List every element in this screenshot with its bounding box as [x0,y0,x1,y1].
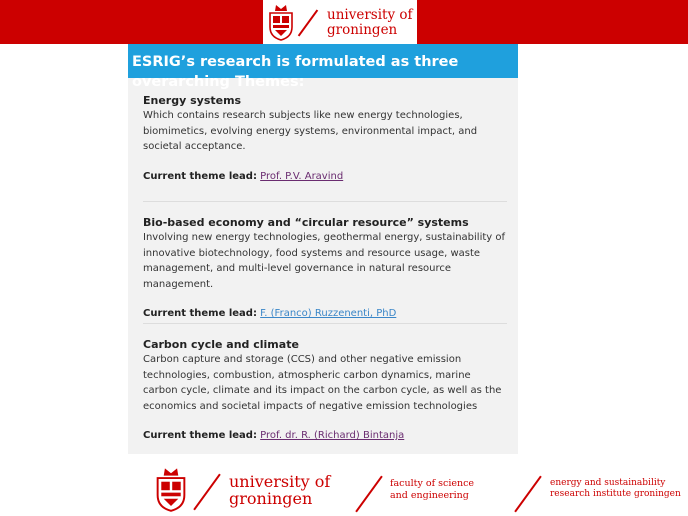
theme-divider [143,323,507,324]
crest-icon [267,3,295,41]
footer-university-logo [229,474,330,507]
footer-institute-logo [550,479,681,499]
theme-description: Involving new energy technologies, geothermal energy, sustainability of innovative biotechnology, food systems and resource usage, waste management, and multi-level governance in natural resource management. [143,232,506,290]
theme-title: Energy systems [143,94,242,107]
theme-lead-link[interactable]: F. (Franco) Ruzzenenti, PhD [260,308,397,319]
header-logo-line2: groningen [327,21,398,38]
theme-lead [143,169,507,184]
theme-description: Which contains research subjects like new energy technologies, biomimetics, evolving energy systems, environmental impact, and societal acceptance. [143,110,478,152]
banner-title: ESRIG’s research is formulated as three overarching Themes: [132,54,459,90]
footer-crest-icon [154,465,188,513]
footer-faculty-line1: faculty of science [390,478,475,489]
footer-logo-line2: groningen [229,489,313,508]
footer-slash-icon [193,474,220,511]
theme-lead-link[interactable]: Prof. dr. R. (Richard) Bintanja [260,430,405,441]
theme-energy-systems [143,93,507,184]
themes-banner [128,44,518,90]
theme-lead-label: Current theme lead: [143,170,257,182]
theme-lead [143,428,507,443]
header-logo-text [327,9,413,37]
theme-bio-based-economy [143,215,507,321]
footer-institute-line2: research institute groningen [550,489,681,499]
theme-divider [143,201,507,202]
theme-description: Carbon capture and storage (CCS) and other negative emission technologies, combustion, atmospheric carbon dynamics, marine carbon cycle, climate and its impact on the carbon cycle, as well as the economics and societal impacts of negative emission technologies [143,354,502,412]
theme-lead-label: Current theme lead: [143,308,257,319]
theme-carbon-cycle [143,337,507,443]
footer-slash-icon-2 [355,476,382,513]
theme-lead-link[interactable]: Prof. P.V. Aravind [260,170,344,182]
theme-lead [143,306,507,321]
footer-institute-line1: energy and sustainability [550,478,666,488]
header-logo-line1: university of [327,7,413,23]
theme-title: Carbon cycle and climate [143,338,299,351]
logo-slash-icon [298,9,318,36]
footer-faculty-logo [390,479,474,500]
footer-faculty-line2: and engineering [390,489,469,501]
header-logo[interactable] [263,0,417,44]
footer-slash-icon-3 [514,476,541,513]
theme-title: Bio-based economy and “circular resource” systems [143,216,469,229]
footer-logo-line1: university of [229,472,331,491]
theme-lead-label: Current theme lead: [143,430,257,441]
